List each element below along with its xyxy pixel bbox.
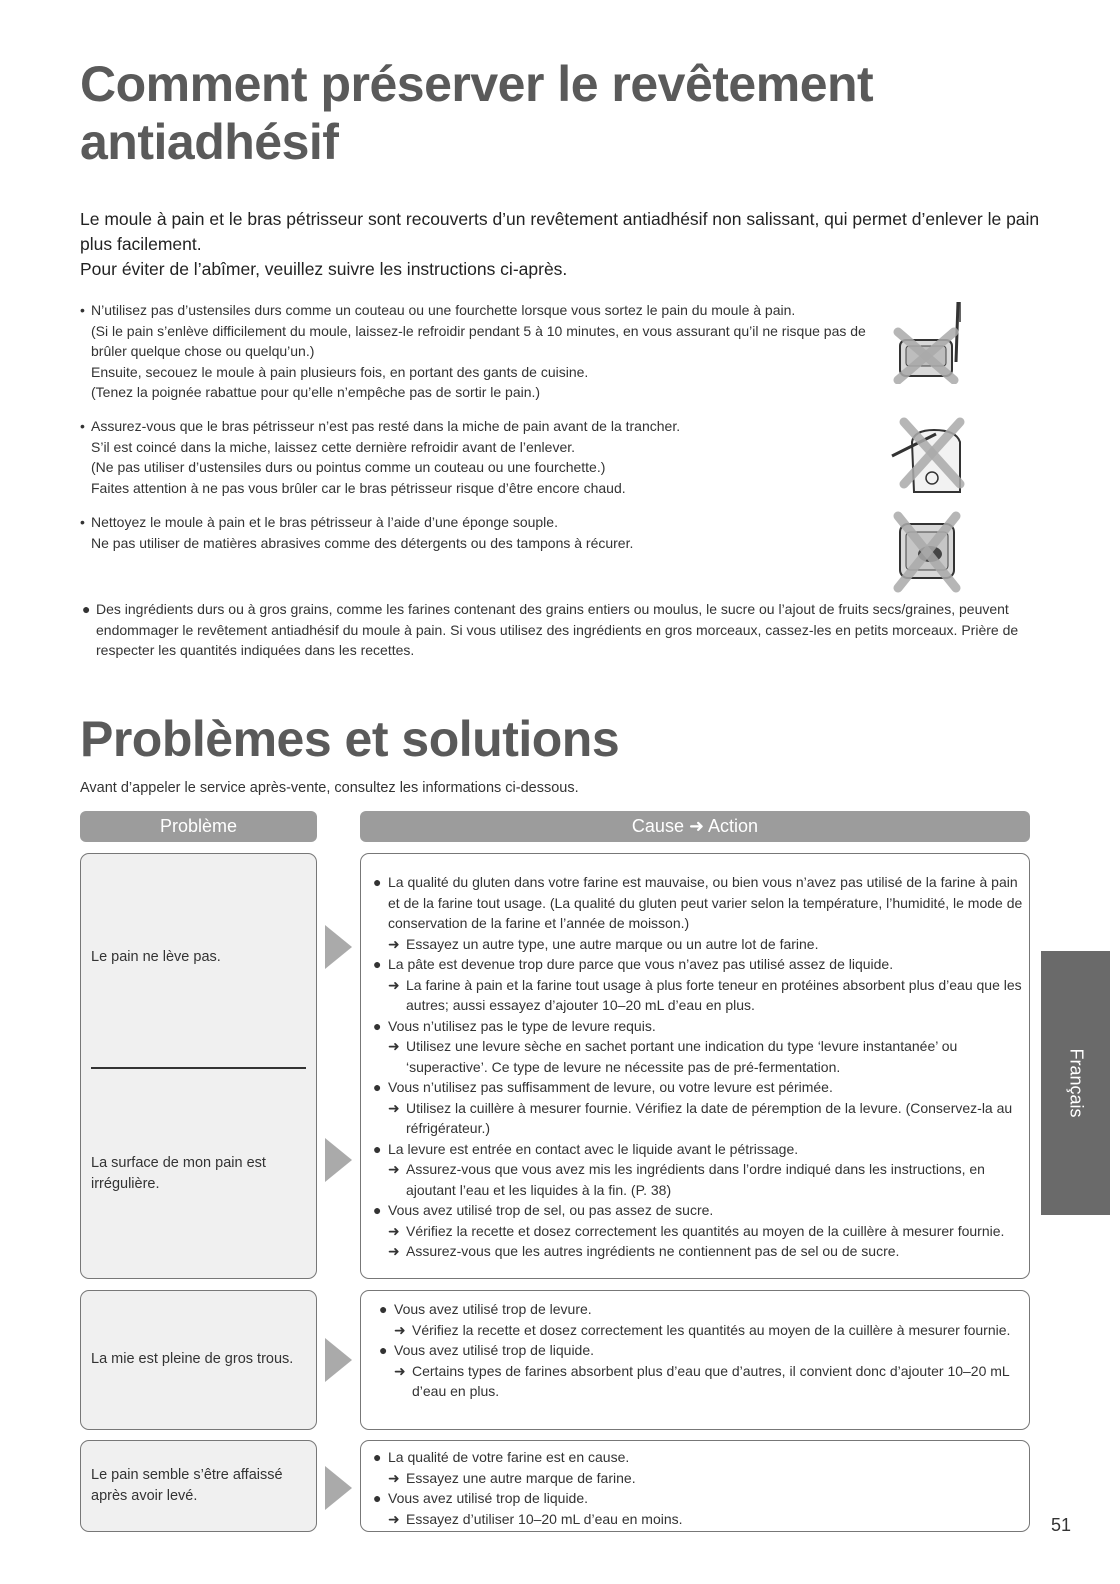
- column-header-cause-action: Cause ➜ Action: [360, 811, 1030, 842]
- problem-text: La mie est pleine de gros trous.: [91, 1351, 294, 1367]
- problem-box-1: [80, 853, 317, 1279]
- care-bullet-1-line-2: (Si le pain s’enlève difficilement du moule, laissez-le refroidir pendant 5 à 10 minutes, en vous assurant qu’il ne risque pas de brûler quelque chose ou quelqu’un.): [91, 322, 866, 359]
- care-bullet-3: • Nettoyez le moule à pain et le bras pétrisseur à l’aide d’une éponge souple. Ne pas utiliser de matières abrasives comme des détergents ou des tampons à récurer.: [80, 512, 880, 553]
- action-text: Certains types de farines absorbent plus d’eau que d’autres, il convient donc d’ajouter 10–20 mL d’eau en plus.: [412, 1362, 1010, 1399]
- problem-text: La surface de mon pain est irrégulière.: [91, 1155, 266, 1192]
- cause-text: La pâte est devenue trop dure parce que vous n’avez pas utilisé assez de liquide.: [388, 956, 894, 972]
- cause-text: La qualité du gluten dans votre farine est mauvaise, ou bien vous n’avez pas utilisé de la farine à pain et de la farine tout usage. (La qualité du gluten peut varier selon la température, l’humidité, le mode de conservation de la farine et l’année de moisson.): [388, 874, 1023, 931]
- action-text: La farine à pain et la farine tout usage à plus forte teneur en protéines absorbent plus d’eau que les autres; aussi essayez d’ajouter 10–20 mL d’eau en plus.: [406, 976, 1022, 1013]
- no-abrasive-scrub-illustration: [890, 510, 970, 594]
- cause-text: La levure est entrée en contact avec le liquide avant le pétrissage.: [388, 1140, 799, 1157]
- care-bullet-2-line-2: S’il est coincé dans la miche, laissez cette dernière refroidir avant de l’enlever.: [91, 438, 576, 455]
- cause-text: Vous n’utilisez pas suffisamment de levure, ou votre levure est périmée.: [388, 1079, 833, 1095]
- care-bullet-3-line-1: Nettoyez le moule à pain et le bras pétrisseur à l’aide d’une éponge souple.: [91, 514, 558, 530]
- column-header-problem: Problème: [80, 811, 317, 842]
- problem-text: Le pain semble s’être affaissé après avoir levé.: [91, 1467, 283, 1504]
- arrow-right-icon: [325, 1138, 352, 1182]
- action-text: Assurez-vous que les autres ingrédients ne contiennent pas de sel ou de sucre.: [406, 1243, 900, 1259]
- problem-divider: [91, 1067, 306, 1069]
- section-subtitle: Avant d’appeler le service après-vente, consultez les informations ci-dessous.: [80, 780, 579, 796]
- section-title-troubleshooting: Problèmes et solutions: [80, 711, 620, 767]
- arrow-right-icon: [325, 1338, 352, 1382]
- cause-list: ● La qualité de votre farine est en cause. ➜ Essayez une autre marque de farine. ● Vous avez utilisé trop de liquide. ➜ Essayez d’utiliser 10–20 mL d’eau en moins.: [373, 1447, 1023, 1529]
- action-text: Vérifiez la recette et dosez correctement les quantités au moyen de la cuillère à mesurer fournie.: [412, 1321, 1011, 1338]
- action-text: Essayez une autre marque de farine.: [406, 1469, 636, 1486]
- care-bullet-1-line-1: N’utilisez pas d’ustensiles durs comme un couteau ou une fourchette lorsque vous sortez le pain du moule à pain.: [91, 302, 796, 318]
- cause-text: Vous avez utilisé trop de liquide.: [394, 1342, 595, 1358]
- section-title-nonstick: Comment préserver le revêtement antiadhésif: [80, 56, 874, 170]
- cause-box-2: [360, 1290, 1030, 1430]
- action-text: Utilisez la cuillère à mesurer fournie. Vérifiez la date de péremption de la levure. (Conservez-la au réfrigérateur.): [406, 1099, 1013, 1136]
- care-bullet-1-line-3: Ensuite, secouez le moule à pain plusieurs fois, en portant des gants de cuisine.: [91, 363, 589, 380]
- cause-text: La qualité de votre farine est en cause.: [388, 1449, 630, 1465]
- cause-text: Vous avez utilisé trop de liquide.: [388, 1490, 589, 1506]
- no-knife-in-loaf-illustration: [890, 412, 970, 496]
- cause-list: ● Vous avez utilisé trop de levure. ➜ Vérifiez la recette et dosez correctement les quantités au moyen de la cuillère à mesurer fournie. ● Vous avez utilisé trop de liquide. ➜ Certains types de farines absorbent plus d’eau que d’autres, il convient donc d’ajouter 10–20 mL d’eau en plus.: [379, 1299, 1029, 1402]
- ingredients-warning-note: ● Des ingrédients durs ou à gros grains, comme les farines contenant des grains entiers ou moulus, le sucre ou l’ajout de fruits secs/graines, peuvent endommager le revêtement antiadhésif du moule à pain. Si vous utilisez des ingrédients en gros morceaux, cassez-les en petits morceaux. Prière de respecter les quantités indiquées dans les recettes.: [80, 599, 1025, 661]
- cause-text: Vous n’utilisez pas le type de levure requis.: [388, 1017, 656, 1034]
- care-bullet-2-line-3: (Ne pas utiliser d’ustensiles durs ou pointus comme un couteau ou une fourchette.): [91, 459, 606, 475]
- care-bullet-2-line-4: Faites attention à ne pas vous brûler car le bras pétrisseur risque d’être encore chaud.: [91, 479, 626, 496]
- cause-box-1: [360, 853, 1030, 1279]
- action-text: Essayez un autre type, une autre marque ou un autre lot de farine.: [406, 935, 819, 952]
- ingredients-warning-text: Des ingrédients durs ou à gros grains, comme les farines contenant des grains entiers ou moulus, le sucre ou l’ajout de fruits secs/graines, peuvent endommager le revêtement antiadhésif du moule à pain. Si vous utilisez des ingrédients en gros morceaux, cassez-les en petits morceaux. Prière de respecter les quantités indiquées dans les recettes.: [96, 601, 1019, 658]
- no-knife-in-pan-illustration: [890, 300, 970, 384]
- page-number: 51: [1051, 1515, 1072, 1535]
- problem-box-2: [80, 1290, 317, 1430]
- problem-box-3: [80, 1440, 317, 1532]
- cause-text: Vous avez utilisé trop de sel, ou pas assez de sucre.: [388, 1202, 714, 1218]
- intro-paragraph: [80, 207, 1040, 282]
- arrow-right-icon: [325, 925, 352, 969]
- intro-line-1: Le moule à pain et le bras pétrisseur sont recouverts d’un revêtement antiadhésif non salissant, qui permet d’enlever le pain plus facilement.: [80, 209, 1040, 254]
- language-label: Français: [1066, 1048, 1086, 1118]
- cause-text: Vous avez utilisé trop de levure.: [394, 1301, 592, 1317]
- care-bullet-2-line-1: Assurez-vous que le bras pétrisseur n’est pas resté dans la miche de pain avant de la trancher.: [91, 418, 681, 434]
- cause-list: ● La qualité du gluten dans votre farine est mauvaise, ou bien vous n’avez pas utilisé de la farine à pain et de la farine tout usage. (La qualité du gluten peut varier selon la température, l’humidité, le mode de conservation de la farine et l’année de moisson.) ➜ Essayez un autre type, une autre marque ou un autre lot de farine. ● La pâte est devenue trop dure parce que vous n’avez pas utilisé assez de liquide. ➜ La farine à pain et la farine tout usage à plus forte teneur en protéines absorbent plus d’eau que les autres; aussi essayez d’ajouter 10–20 mL d’eau en plus. ● Vous n’utilisez pas le type de levure requis. ➜ Utilisez une levure sèche en sachet portant une indication du type ‘levure instantanée’ ou ‘superactive’. Ce type de levure ne nécessite pas de pré-fermentation. ● Vous n’utilisez pas suffisamment de levure, ou votre levure est périmée. ➜ Utilisez la cuillère à mesurer fournie. Vérifiez la date de péremption de la levure. (Conservez-la au réfrigérateur.) ● La levure est entrée en contact avec le liquide avant le pétrissage. ➜ Assurez-vous que vous avez mis les ingrédients dans l’ordre indiqué dans les instructions, en ajoutant l’eau et les liquides à la fin. (P. 38) ● Vous avez utilisé trop de sel, ou pas assez de sucre. ➜ Vérifiez la recette et dosez correctement les quantités au moyen de la cuillère à mesurer fournie. ➜ Assurez-vous que les autres ingrédients ne contiennent pas de sel ou de sucre.: [373, 872, 1023, 1262]
- action-text: Assurez-vous que vous avez mis les ingrédients dans l’ordre indiqué dans les instructions, en ajoutant l’eau et les liquides à la fin. (P. 38): [406, 1161, 985, 1198]
- care-bullet-3-line-2: Ne pas utiliser de matières abrasives comme des détergents ou des tampons à récurer.: [91, 534, 634, 551]
- language-side-tab: [1041, 951, 1110, 1215]
- care-bullet-1: • N’utilisez pas d’ustensiles durs comme un couteau ou une fourchette lorsque vous sortez le pain du moule à pain. (Si le pain s’enlève difficilement du moule, laissez-le refroidir pendant 5 à 10 minutes, en vous assurant qu’il ne risque pas de brûler quelque chose ou quelqu’un.) Ensuite, secouez le moule à pain plusieurs fois, en portant des gants de cuisine. (Tenez la poignée rabattue pour qu’elle n’empêche pas de sortir le pain.): [80, 300, 880, 403]
- problem-text: Le pain ne lève pas.: [91, 949, 221, 965]
- action-text: Essayez d’utiliser 10–20 mL d’eau en moins.: [406, 1510, 683, 1527]
- care-bullet-1-line-4: (Tenez la poignée rabattue pour qu’elle n’empêche pas de sortir le pain.): [91, 384, 541, 400]
- cause-box-3: [360, 1440, 1030, 1532]
- action-text: Vérifiez la recette et dosez correctement les quantités au moyen de la cuillère à mesurer fournie.: [406, 1222, 1005, 1239]
- action-text: Utilisez une levure sèche en sachet portant une indication du type ‘levure instantanée’ ou ‘superactive’. Ce type de levure ne nécessite pas de pré-fermentation.: [406, 1038, 958, 1075]
- intro-line-2: Pour éviter de l’abîmer, veuillez suivre les instructions ci-après.: [80, 259, 568, 279]
- arrow-right-icon: [325, 1466, 352, 1510]
- care-bullet-2: • Assurez-vous que le bras pétrisseur n’est pas resté dans la miche de pain avant de la trancher. S’il est coincé dans la miche, laissez cette dernière refroidir avant de l’enlever. (Ne pas utiliser d’ustensiles durs ou pointus comme un couteau ou une fourchette.) Faites attention à ne pas vous brûler car le bras pétrisseur risque d’être encore chaud.: [80, 416, 880, 498]
